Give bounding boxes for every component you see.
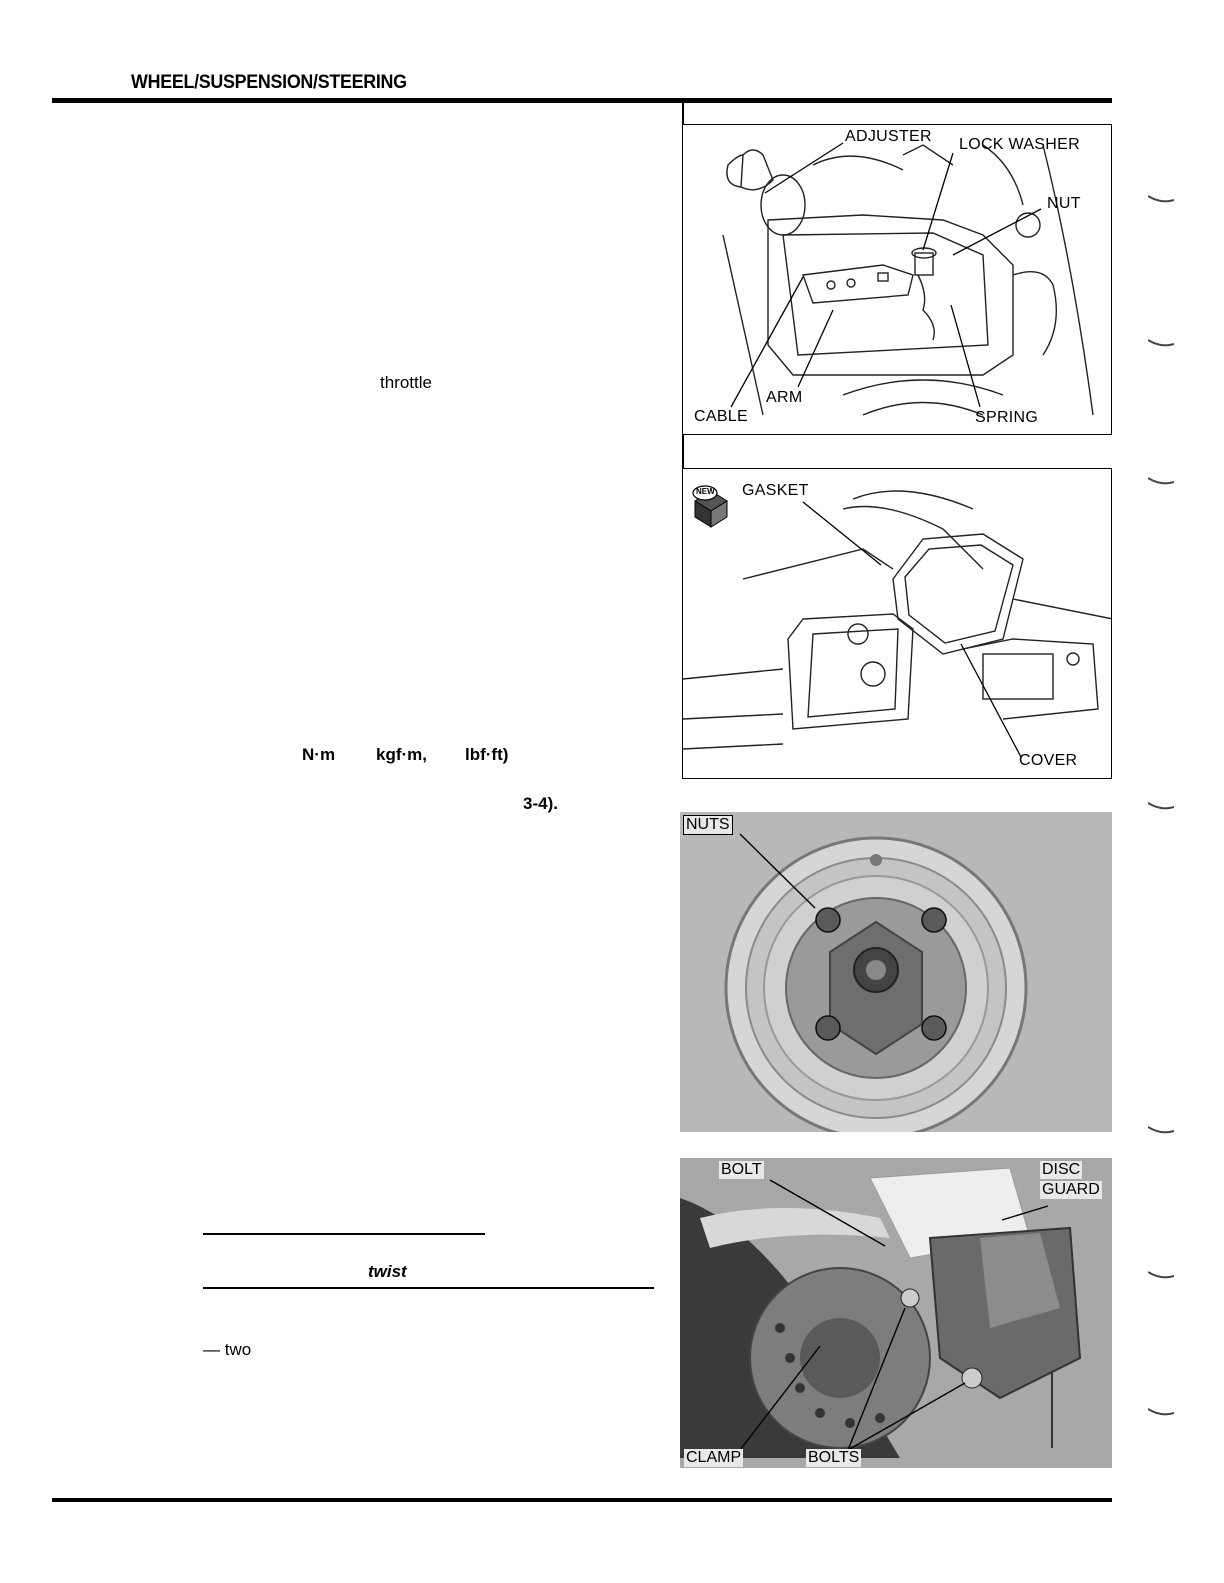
- section-tab-mark: [1148, 1270, 1174, 1280]
- gasket-cover-drawing: [683, 469, 1112, 779]
- label-cover: COVER: [1019, 752, 1078, 769]
- figure-brake-caliper-photo: [680, 1158, 1112, 1468]
- label-disc: DISC: [1042, 1161, 1081, 1178]
- caliper-photo: [680, 1158, 1112, 1468]
- throttle-housing-drawing: [683, 125, 1112, 435]
- section-tab-mark: [1148, 476, 1174, 486]
- column-divider: [682, 100, 684, 124]
- wheel-photo: [680, 812, 1112, 1132]
- section-tab-mark: [1148, 1125, 1174, 1135]
- label-clamp: CLAMP: [686, 1449, 742, 1466]
- label-bolts: BOLTS: [808, 1449, 860, 1466]
- page-header-title: WHEEL/SUSPENSION/STEERING: [131, 72, 407, 93]
- header-rule: [52, 98, 1112, 103]
- label-lock-washer: LOCK WASHER: [959, 136, 1080, 153]
- note-box-top-rule: [203, 1233, 485, 1235]
- label-cable: CABLE: [694, 408, 748, 425]
- label-arm: ARM: [766, 389, 803, 406]
- text-two: — two: [203, 1340, 252, 1359]
- note-box-bottom-rule: [203, 1287, 654, 1289]
- section-tab-mark: [1148, 338, 1174, 348]
- section-tab-mark: [1148, 801, 1174, 811]
- torque-kgfm: kgf·m,: [376, 745, 427, 764]
- text-throttle: throttle: [380, 373, 432, 392]
- label-adjuster: ADJUSTER: [845, 128, 932, 145]
- text-twist: twist: [368, 1262, 407, 1281]
- label-nuts: NUTS: [683, 815, 733, 835]
- footer-rule: [52, 1498, 1112, 1502]
- column-divider: [682, 433, 684, 469]
- page-reference: 3-4).: [523, 794, 558, 813]
- section-tab-mark: [1148, 1407, 1174, 1417]
- new-badge-text: NEW: [696, 487, 715, 496]
- label-guard: GUARD: [1042, 1181, 1100, 1198]
- figure-throttle-housing: [682, 124, 1112, 435]
- figure-gasket-cover: [682, 468, 1112, 779]
- torque-lbfft: lbf·ft): [465, 745, 509, 764]
- figure-wheel-nuts-photo: [680, 812, 1112, 1132]
- label-nut: NUT: [1047, 195, 1081, 212]
- section-tab-mark: [1148, 194, 1174, 204]
- torque-nm: N·m: [302, 745, 336, 764]
- label-spring: SPRING: [975, 409, 1039, 426]
- label-bolt: BOLT: [721, 1161, 762, 1178]
- label-gasket: GASKET: [742, 482, 809, 499]
